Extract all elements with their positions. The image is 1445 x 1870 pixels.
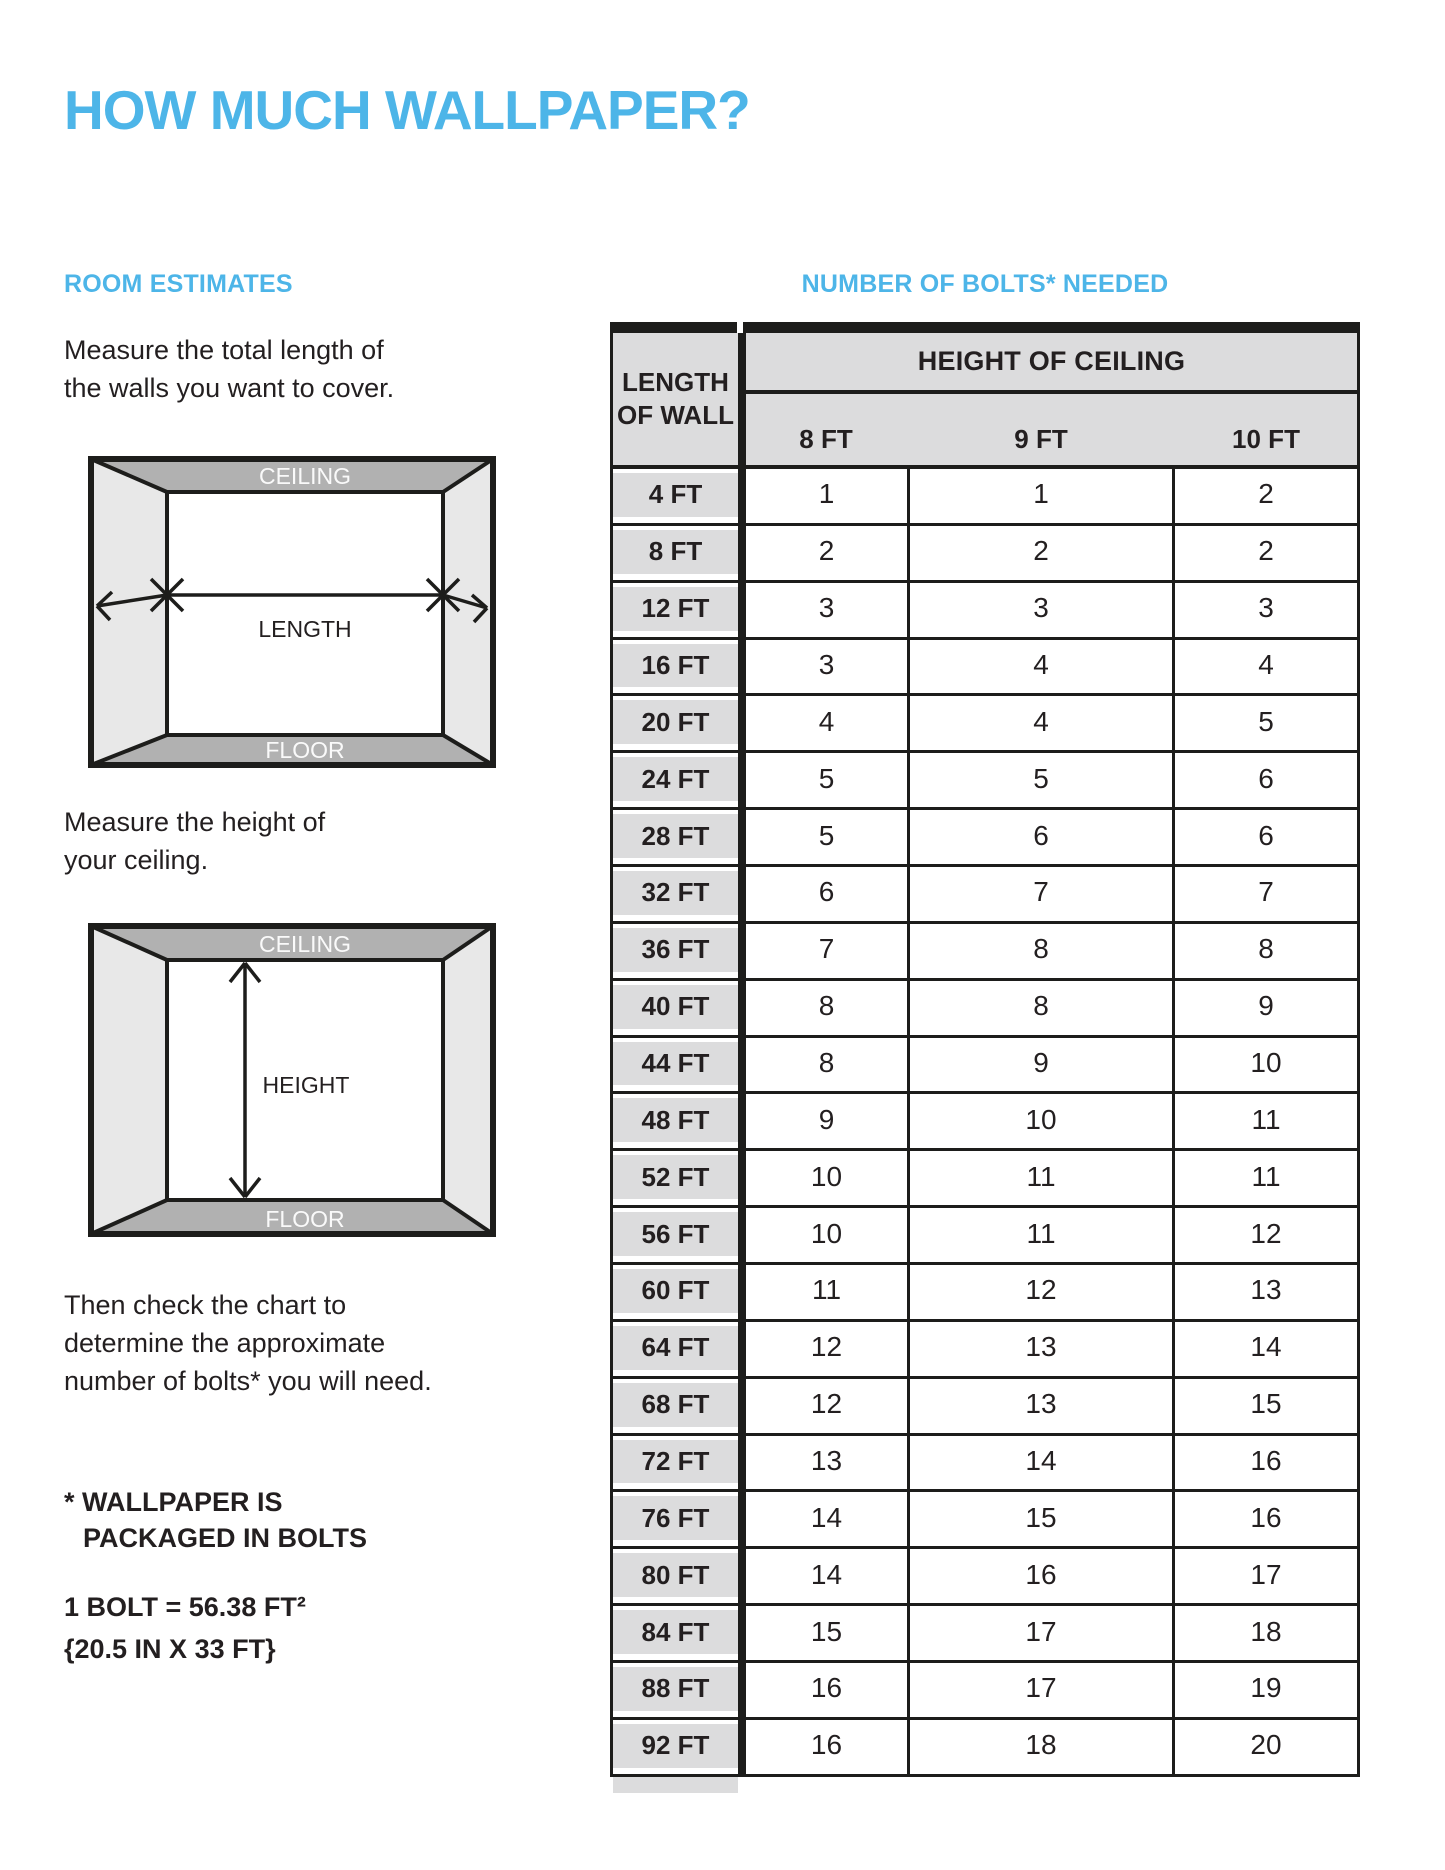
bolts-cell-8ft bbox=[746, 924, 907, 975]
wall-length-label: 92 FT bbox=[641, 1730, 710, 1761]
table-row bbox=[613, 526, 1357, 583]
row-label-cell bbox=[613, 473, 738, 517]
bolt-count: 4 bbox=[1033, 705, 1049, 737]
bolt-count: 13 bbox=[1250, 1274, 1282, 1306]
wall-length-label: 36 FT bbox=[641, 934, 710, 965]
bolts-cell-8ft bbox=[746, 810, 907, 861]
instruction-line: your ceiling. bbox=[64, 845, 209, 875]
row-label-cell bbox=[613, 1042, 738, 1086]
bolt-count: 10 bbox=[810, 1217, 843, 1249]
table-row bbox=[613, 1038, 1357, 1095]
bolt-count: 13 bbox=[810, 1445, 843, 1477]
bolts-cell-10ft bbox=[1175, 810, 1357, 861]
bolts-cell-10ft bbox=[1175, 1436, 1357, 1487]
table-row bbox=[613, 1606, 1357, 1663]
table-row bbox=[613, 583, 1357, 640]
table-row bbox=[613, 810, 1357, 867]
bolts-cell-8ft bbox=[746, 640, 907, 691]
bolts-cell-10ft bbox=[1175, 1094, 1357, 1145]
table-row bbox=[613, 981, 1357, 1038]
row-header-cell bbox=[613, 333, 738, 465]
wall-length-label: 24 FT bbox=[641, 763, 710, 794]
length-label: LENGTH bbox=[258, 616, 352, 642]
bolt-count: 9 bbox=[1033, 1047, 1049, 1079]
bolt-count: 5 bbox=[818, 819, 835, 851]
wallpaper-bolts-footnote bbox=[64, 1484, 367, 1556]
column-separator-2 bbox=[1172, 469, 1175, 1777]
bolt-count: 18 bbox=[1025, 1729, 1057, 1761]
row-header-line: OF WALL bbox=[617, 400, 734, 430]
bolt-count: 15 bbox=[1025, 1501, 1057, 1533]
wall-length-label: 16 FT bbox=[641, 650, 710, 680]
bolts-cell-10ft bbox=[1175, 1606, 1357, 1657]
row-label-cell bbox=[613, 1667, 738, 1711]
table-row bbox=[613, 1208, 1357, 1265]
bolts-cell-10ft bbox=[1175, 1379, 1357, 1430]
bolts-cell-9ft bbox=[910, 1379, 1172, 1430]
row-label-cell bbox=[613, 871, 738, 915]
table-row bbox=[613, 1436, 1357, 1493]
bolts-cell-10ft bbox=[1175, 1663, 1357, 1714]
bolts-cell-9ft bbox=[910, 1208, 1172, 1259]
bolt-count: 10 bbox=[1025, 1103, 1057, 1135]
bolt-count: 2 bbox=[1033, 535, 1049, 567]
bolts-cell-9ft bbox=[910, 1094, 1172, 1145]
wall-length-label: 48 FT bbox=[641, 1104, 710, 1135]
instruction-line: number of bolts* you will need. bbox=[64, 1366, 432, 1396]
bolts-cell-8ft bbox=[746, 753, 907, 804]
row-label-cell bbox=[613, 985, 738, 1029]
bolts-cell-9ft bbox=[910, 867, 1172, 918]
bolts-cell-9ft bbox=[910, 1492, 1172, 1543]
wall-length-label: 68 FT bbox=[641, 1389, 710, 1420]
bolts-cell-9ft bbox=[910, 696, 1172, 747]
bolt-count: 17 bbox=[1250, 1558, 1282, 1590]
bolts-cell-8ft bbox=[746, 696, 907, 747]
bolt-count: 12 bbox=[1250, 1217, 1282, 1249]
section-heading-room-estimates: ROOM ESTIMATES bbox=[64, 270, 293, 298]
bolt-count: 15 bbox=[810, 1615, 843, 1647]
bolt-count: 14 bbox=[810, 1501, 843, 1533]
bolt-count: 10 bbox=[1250, 1047, 1282, 1079]
bolt-count: 2 bbox=[818, 535, 835, 567]
bolt-count: 11 bbox=[1251, 1160, 1281, 1192]
row-label-cell bbox=[613, 587, 738, 631]
wall-length-label: 60 FT bbox=[641, 1275, 710, 1306]
row-label-cell bbox=[613, 1326, 738, 1370]
bolts-cell-8ft bbox=[746, 1038, 907, 1089]
bolts-cell-9ft bbox=[910, 753, 1172, 804]
wall-length-label: 88 FT bbox=[641, 1673, 710, 1704]
row-label-cell bbox=[613, 1098, 738, 1142]
bolts-cell-8ft bbox=[746, 1208, 907, 1259]
bolt-count: 5 bbox=[1033, 762, 1049, 794]
bolt-count: 8 bbox=[818, 990, 835, 1022]
bolt-count: 14 bbox=[1250, 1331, 1282, 1363]
bolts-cell-8ft bbox=[746, 1663, 907, 1714]
row-label-cell bbox=[613, 814, 738, 858]
bolts-cell-9ft bbox=[910, 1720, 1172, 1771]
bolt-count: 11 bbox=[1251, 1103, 1281, 1135]
bolt-count: 15 bbox=[1250, 1388, 1282, 1420]
bolt-size-info bbox=[64, 1586, 306, 1670]
bolts-cell-9ft bbox=[910, 810, 1172, 861]
bolt-count: 8 bbox=[1033, 933, 1049, 965]
bolts-cell-9ft bbox=[910, 640, 1172, 691]
wall-length-label: 84 FT bbox=[641, 1616, 710, 1647]
table-row bbox=[613, 696, 1357, 753]
ceiling-height-diagram bbox=[88, 923, 496, 1237]
instruction-line: Measure the height of bbox=[64, 807, 326, 837]
bolt-count: 16 bbox=[810, 1729, 843, 1761]
bolts-cell-9ft bbox=[910, 469, 1172, 520]
table-row bbox=[613, 753, 1357, 810]
row-label-cell bbox=[613, 1724, 738, 1768]
bolts-cell-8ft bbox=[746, 1549, 907, 1600]
bolt-count: 17 bbox=[1025, 1672, 1057, 1704]
bolt-count: 9 bbox=[818, 1103, 835, 1135]
instruction-measure-length bbox=[64, 331, 394, 407]
bolts-cell-8ft bbox=[746, 583, 907, 634]
table-row bbox=[613, 1549, 1357, 1606]
bolt-count: 5 bbox=[818, 762, 835, 794]
bolts-cell-9ft bbox=[910, 1436, 1172, 1487]
bolts-cell-8ft bbox=[746, 1265, 907, 1316]
back-wall bbox=[167, 492, 443, 735]
table-top-border bbox=[610, 322, 1360, 333]
bolts-cell-10ft bbox=[1175, 696, 1357, 747]
bolt-count: 1 bbox=[818, 478, 835, 510]
bolts-cell-9ft bbox=[910, 924, 1172, 975]
bolt-count: 7 bbox=[1258, 876, 1274, 908]
ceiling-label: CEILING bbox=[258, 463, 352, 489]
bolt-count: 7 bbox=[1033, 876, 1049, 908]
bolts-cell-10ft bbox=[1175, 526, 1357, 577]
bolts-cell-10ft bbox=[1175, 469, 1357, 520]
table-row bbox=[613, 469, 1357, 526]
table-heading: NUMBER OF BOLTS* NEEDED bbox=[801, 270, 1169, 298]
table-row bbox=[613, 1265, 1357, 1322]
table-row bbox=[613, 924, 1357, 981]
room-length-diagram bbox=[88, 456, 496, 768]
left-wall-surface bbox=[91, 926, 167, 1234]
bolt-count: 10 bbox=[810, 1160, 843, 1192]
bolt-count: 6 bbox=[1033, 819, 1049, 851]
column-header-8ft: 8 FT bbox=[799, 424, 853, 454]
instruction-measure-height bbox=[64, 803, 325, 879]
bolts-cell-9ft bbox=[910, 1265, 1172, 1316]
column-header-9ft: 9 FT bbox=[1014, 424, 1068, 454]
bolt-count: 3 bbox=[818, 592, 835, 624]
table-row bbox=[613, 1151, 1357, 1208]
column-header-row bbox=[746, 394, 1357, 465]
table-row bbox=[613, 1094, 1357, 1151]
table-body bbox=[613, 469, 1357, 1777]
page-title: HOW MUCH WALLPAPER? bbox=[64, 79, 750, 141]
wall-length-label: 8 FT bbox=[648, 536, 703, 567]
bolt-count: 14 bbox=[1025, 1445, 1057, 1477]
row-label-cell bbox=[613, 530, 738, 574]
bolts-cell-8ft bbox=[746, 1322, 907, 1373]
wall-length-label: 4 FT bbox=[648, 479, 703, 510]
row-label-cell bbox=[613, 700, 738, 744]
bolt-count: 8 bbox=[1258, 933, 1274, 965]
table-row bbox=[613, 1379, 1357, 1436]
bolt-count: 7 bbox=[818, 933, 835, 965]
footnote-line: PACKAGED IN BOLTS bbox=[83, 1523, 368, 1553]
row-label-cell bbox=[613, 1269, 738, 1313]
bolts-cell-8ft bbox=[746, 1151, 907, 1202]
bolts-cell-8ft bbox=[746, 981, 907, 1032]
wall-length-label: 64 FT bbox=[641, 1332, 710, 1363]
bolt-count: 16 bbox=[1025, 1558, 1057, 1590]
bolt-count: 4 bbox=[1258, 649, 1274, 680]
wall-length-label: 40 FT bbox=[641, 991, 710, 1022]
bolts-cell-10ft bbox=[1175, 753, 1357, 804]
bolt-count: 3 bbox=[1033, 592, 1049, 624]
table-row bbox=[613, 640, 1357, 697]
bolts-cell-9ft bbox=[910, 526, 1172, 577]
instruction-line: determine the approximate bbox=[64, 1328, 386, 1358]
row-header-line: LENGTH bbox=[622, 367, 729, 397]
table-row bbox=[613, 1492, 1357, 1549]
bolt-count: 11 bbox=[1026, 1160, 1056, 1192]
bolt-count: 3 bbox=[818, 649, 835, 680]
bolts-needed-table bbox=[610, 322, 1360, 1795]
ceiling-label: CEILING bbox=[258, 931, 352, 957]
bolt-count: 8 bbox=[818, 1047, 835, 1079]
wall-length-label: 80 FT bbox=[641, 1559, 710, 1590]
bolt-count: 19 bbox=[1250, 1672, 1282, 1704]
bolt-count: 5 bbox=[1258, 705, 1274, 737]
column-header-10ft: 10 FT bbox=[1232, 424, 1300, 454]
row-label-cell bbox=[613, 644, 738, 688]
wall-length-label: 20 FT bbox=[641, 706, 710, 737]
group-header-cell: HEIGHT OF CEILING bbox=[746, 333, 1357, 390]
bolt-info-line: {20.5 IN X 33 FT} bbox=[64, 1634, 276, 1664]
table-row bbox=[613, 1322, 1357, 1379]
bolts-cell-10ft bbox=[1175, 1038, 1357, 1089]
bolts-cell-10ft bbox=[1175, 583, 1357, 634]
wall-length-label: 44 FT bbox=[641, 1048, 710, 1079]
bolts-cell-8ft bbox=[746, 1094, 907, 1145]
bolt-count: 4 bbox=[818, 705, 835, 737]
bolts-cell-10ft bbox=[1175, 1549, 1357, 1600]
table-right-border bbox=[1357, 333, 1360, 1777]
bolts-cell-9ft bbox=[910, 583, 1172, 634]
bolts-cell-9ft bbox=[910, 981, 1172, 1032]
bolts-cell-10ft bbox=[1175, 1265, 1357, 1316]
bolts-cell-8ft bbox=[746, 526, 907, 577]
right-wall-surface bbox=[443, 926, 493, 1234]
bolts-cell-9ft bbox=[910, 1038, 1172, 1089]
bolts-cell-9ft bbox=[910, 1322, 1172, 1373]
bolt-count: 6 bbox=[1258, 762, 1274, 794]
bolt-count: 8 bbox=[1033, 990, 1049, 1022]
bolts-cell-8ft bbox=[746, 1436, 907, 1487]
bolts-cell-8ft bbox=[746, 469, 907, 520]
bolt-count: 9 bbox=[1258, 990, 1274, 1022]
row-label-cell bbox=[613, 1496, 738, 1540]
bolt-count: 16 bbox=[1250, 1445, 1282, 1477]
wall-length-label: 72 FT bbox=[641, 1446, 710, 1477]
instruction-line: the walls you want to cover. bbox=[64, 373, 395, 403]
bolts-cell-10ft bbox=[1175, 981, 1357, 1032]
top-border-notch bbox=[737, 322, 743, 333]
row-label-cell bbox=[613, 1155, 738, 1199]
bolt-count: 11 bbox=[811, 1274, 842, 1306]
footnote-line: * WALLPAPER IS bbox=[64, 1487, 283, 1517]
row-label-cell bbox=[613, 1610, 738, 1654]
bolt-count: 11 bbox=[1026, 1217, 1056, 1249]
bolt-count: 13 bbox=[1025, 1388, 1057, 1420]
column-separator-1 bbox=[907, 469, 910, 1777]
table-row bbox=[613, 1720, 1357, 1777]
wall-length-label: 32 FT bbox=[641, 877, 710, 908]
instruction-line: Then check the chart to bbox=[64, 1290, 347, 1320]
wall-length-label: 52 FT bbox=[641, 1161, 710, 1192]
bolts-cell-8ft bbox=[746, 1379, 907, 1430]
bolt-count: 12 bbox=[810, 1388, 843, 1420]
bolt-count: 4 bbox=[1033, 649, 1049, 680]
bolt-count: 20 bbox=[1250, 1729, 1282, 1761]
bolt-count: 16 bbox=[1250, 1501, 1282, 1533]
floor-label: FLOOR bbox=[265, 1206, 345, 1232]
bolts-cell-9ft bbox=[910, 1151, 1172, 1202]
bolts-cell-9ft bbox=[910, 1549, 1172, 1600]
bolt-count: 1 bbox=[1033, 478, 1049, 510]
bolts-cell-10ft bbox=[1175, 1208, 1357, 1259]
bottom-gray-tab bbox=[613, 1777, 738, 1793]
bolt-count: 6 bbox=[818, 876, 835, 908]
bolts-cell-10ft bbox=[1175, 640, 1357, 691]
wall-length-label: 12 FT bbox=[641, 593, 710, 624]
bolts-cell-8ft bbox=[746, 867, 907, 918]
bolt-info-line: 1 BOLT = 56.38 FT² bbox=[64, 1592, 306, 1622]
bolts-cell-10ft bbox=[1175, 867, 1357, 918]
bolts-cell-8ft bbox=[746, 1606, 907, 1657]
bolt-count: 12 bbox=[810, 1331, 843, 1363]
row-label-cell bbox=[613, 757, 738, 801]
bolt-count: 6 bbox=[1258, 819, 1274, 851]
row-label-cell bbox=[613, 1383, 738, 1427]
bolt-count: 16 bbox=[810, 1672, 843, 1704]
instruction-line: Measure the total length of bbox=[64, 335, 384, 365]
bolts-cell-10ft bbox=[1175, 924, 1357, 975]
table-row bbox=[613, 867, 1357, 924]
bolts-cell-8ft bbox=[746, 1720, 907, 1771]
bolt-count: 2 bbox=[1258, 535, 1274, 567]
bolt-count: 12 bbox=[1025, 1274, 1057, 1306]
bolts-cell-10ft bbox=[1175, 1322, 1357, 1373]
height-label: HEIGHT bbox=[262, 1072, 350, 1098]
bolts-cell-9ft bbox=[910, 1663, 1172, 1714]
bolt-count: 17 bbox=[1025, 1615, 1057, 1647]
bolts-cell-8ft bbox=[746, 1492, 907, 1543]
bolt-count: 3 bbox=[1258, 592, 1274, 624]
row-label-cell bbox=[613, 928, 738, 972]
wall-length-label: 56 FT bbox=[641, 1218, 710, 1249]
wall-length-label: 76 FT bbox=[641, 1502, 710, 1533]
bolt-count: 14 bbox=[810, 1558, 843, 1590]
bolt-count: 13 bbox=[1025, 1331, 1057, 1363]
row-label-cell bbox=[613, 1212, 738, 1256]
instruction-check-chart bbox=[64, 1286, 432, 1400]
bolts-cell-10ft bbox=[1175, 1151, 1357, 1202]
bolt-count: 2 bbox=[1258, 478, 1274, 510]
wall-length-label: 28 FT bbox=[641, 820, 710, 851]
row-label-cell bbox=[613, 1553, 738, 1597]
row-label-cell bbox=[613, 1440, 738, 1484]
bolts-cell-10ft bbox=[1175, 1492, 1357, 1543]
table-row bbox=[613, 1663, 1357, 1720]
bolts-cell-9ft bbox=[910, 1606, 1172, 1657]
floor-label: FLOOR bbox=[265, 737, 345, 763]
bolts-cell-10ft bbox=[1175, 1720, 1357, 1771]
bolt-count: 18 bbox=[1250, 1615, 1282, 1647]
